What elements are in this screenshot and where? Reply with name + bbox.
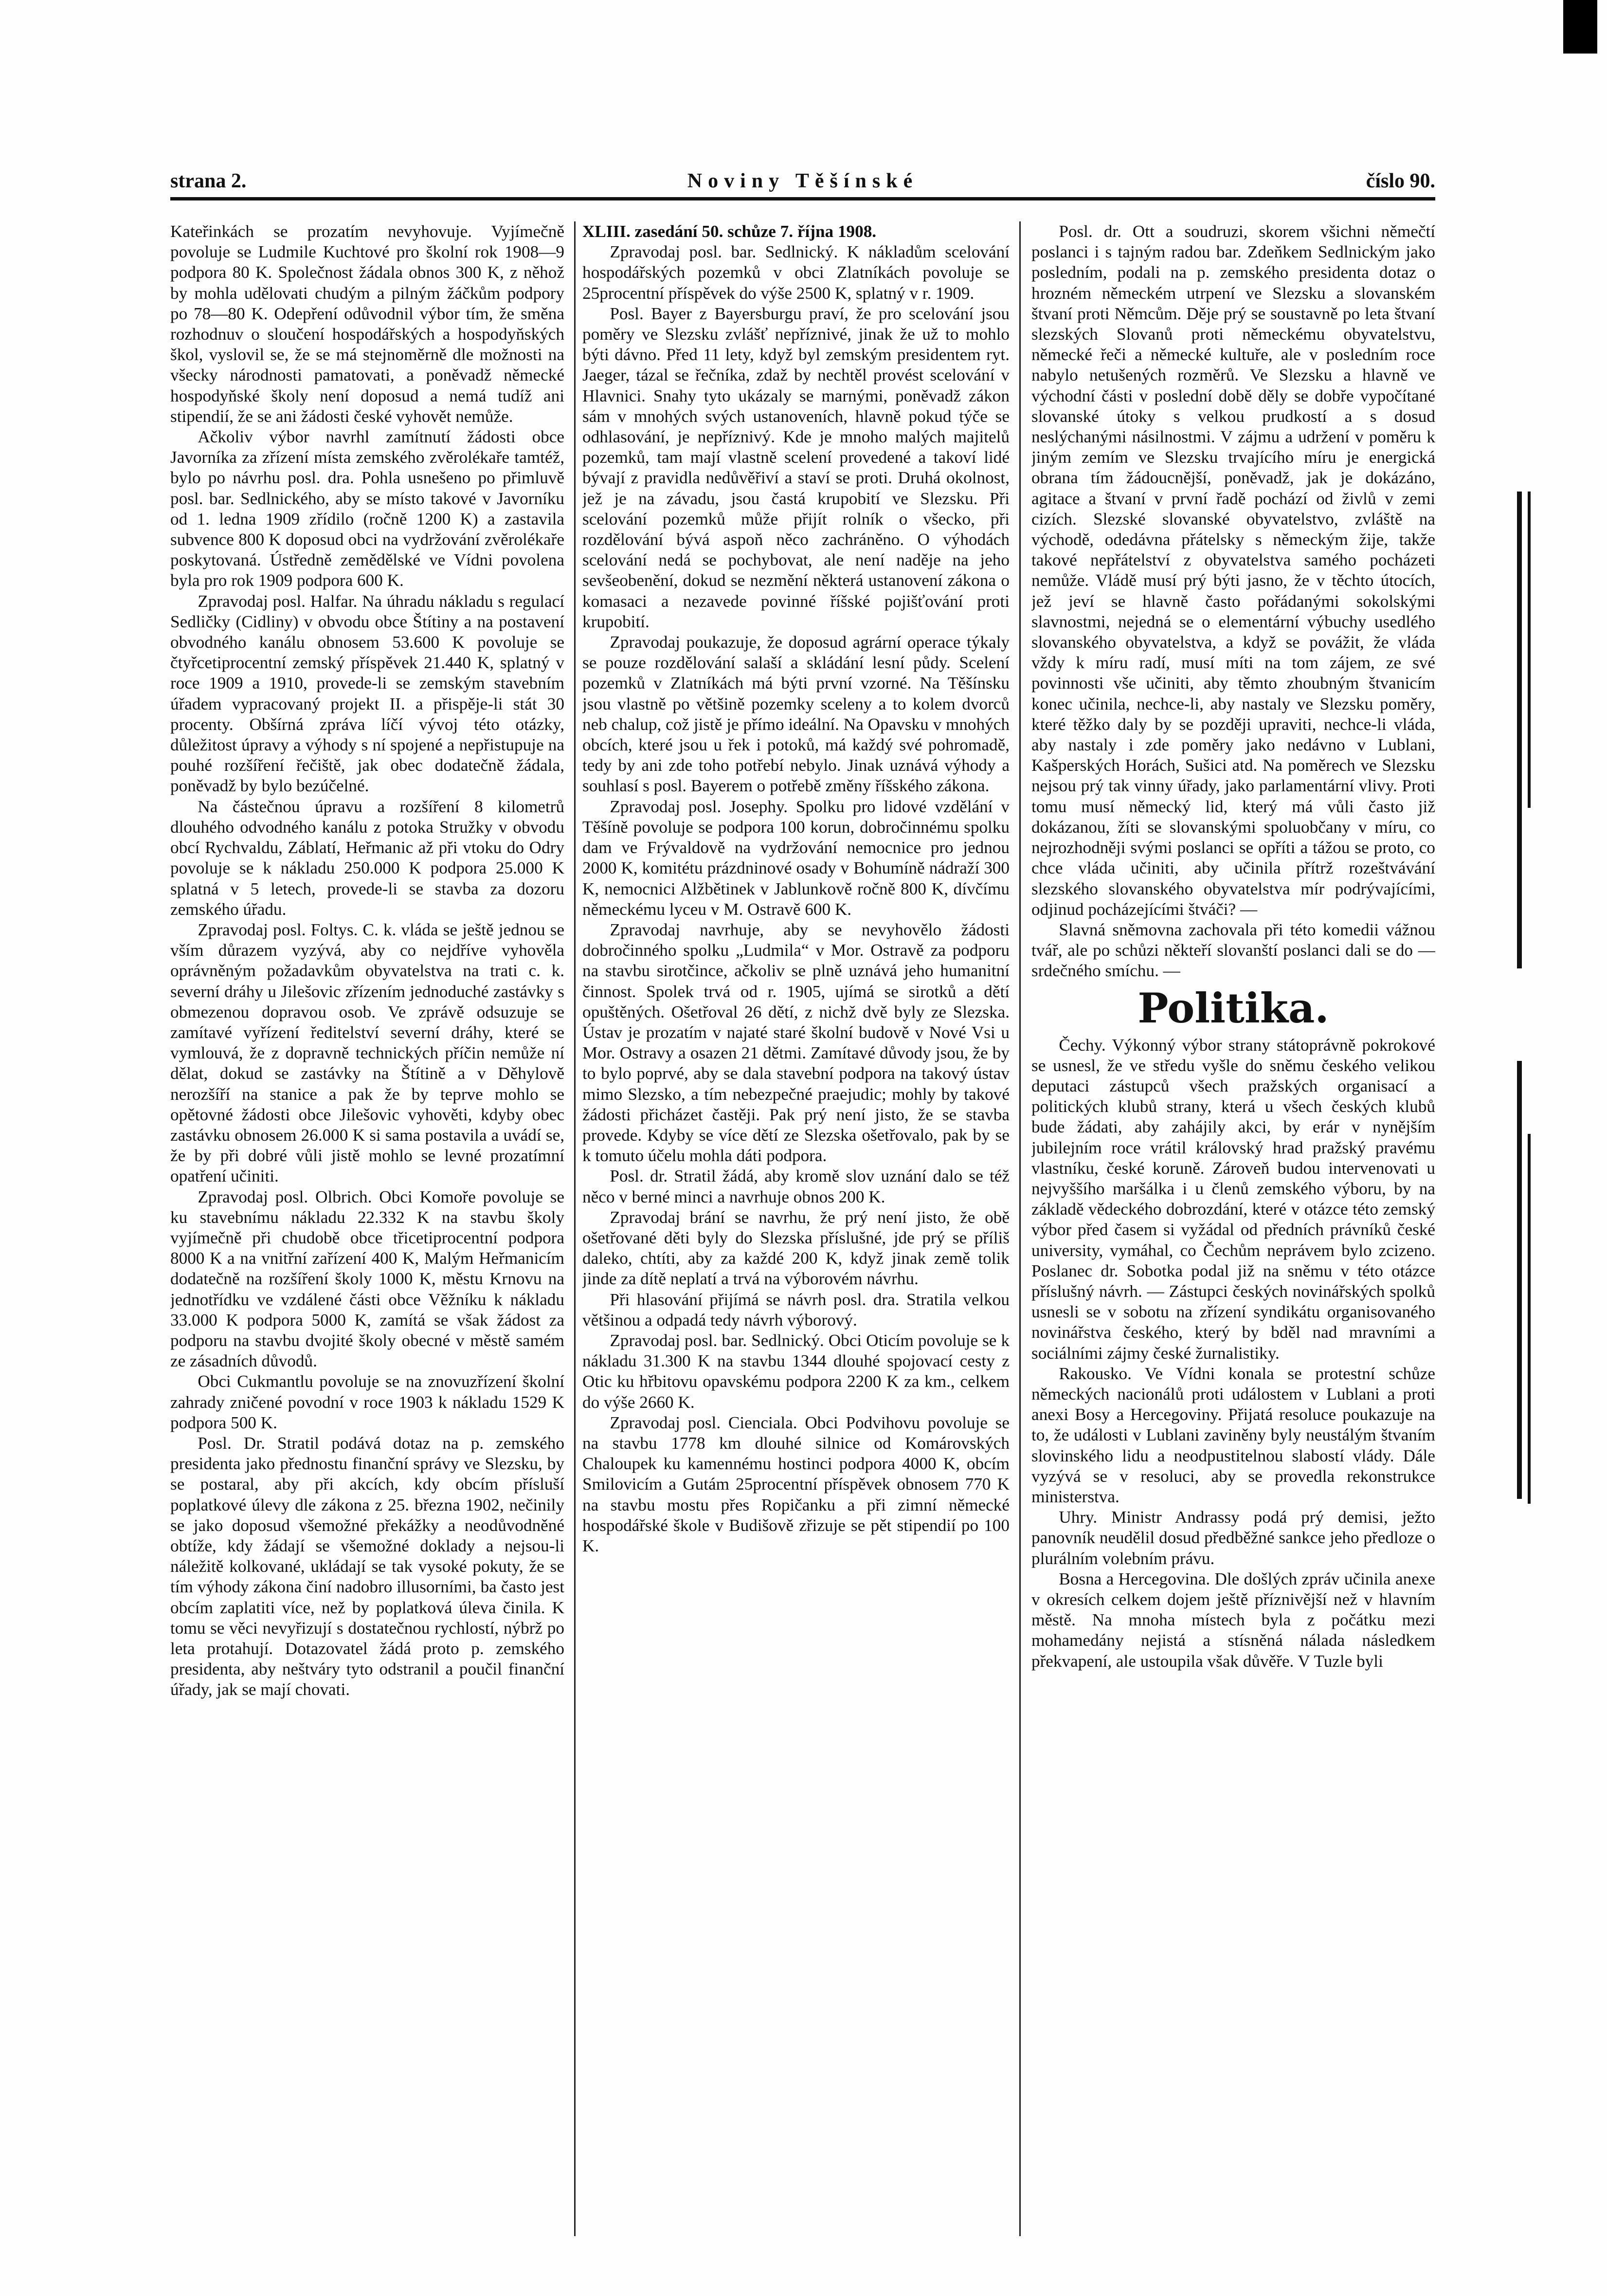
page-corner-mark: [1563, 0, 1597, 54]
paragraph: Posl. Bayer z Bayersburgu praví, že pro scelování jsou poměry ve Slezsku zvlášť nepříznivé, jinak že už to mohlo býti dávno. Před 11 lety, když byl zemským presidentem ryt. Jaeger, tázal se řečníka, zdaž by nechtěl provést scelování v Hlavnici. Snahy tyto ukázaly se marnými, poněvadž zákon sám v mnohých svých ustanoveních, hlavně pokud týče se odhlasování, je nepříznivý. Kde je mnoho malých majitelů pozemků, tam mají vlastně scelení provedené a takoví lidé bývají z pravidla nedůvěřiví a staví se proti. Druhá okolnost, jež je na závadu, jsou častá krupobití ve Slezsku. Při scelování pozemků může přijít rolník o všecko, při rozdělování bývá aspoň něco zachráněno. O výhodách scelování nedá se pochybovat, ale není naděje na jeho sevšeobenění, dokud se nezmění některá ustanovení zákona o komasaci a nezavede povinné říšské pojišťování proti krupobití.: [582, 304, 1010, 631]
paragraph: Na částečnou úpravu a rozšíření 8 kilometrů dlouhého odvodného kanálu z potoka Stružky v obvodu obcí Rychvaldu, Záblatí, Heřmanic až při vtoku do Odry povoluje se k nákladu 250.000 K podpora 25.000 K splatná v 5 letech, provede-li se stavba za dozoru zemského úřadu.: [170, 797, 564, 919]
paragraph: Zpravodaj posl. Cienciala. Obci Podvihovu povoluje se na stavbu 1778 km dlouhé silnice od Komárovských Chaloupek ku kamennému hostinci podpora 4000 K, obcím Smilovicím a Gutám 25procentní příspěvek obnosem 770 K na stavbu mostu přes Ropičanku a při zimní německé hospodářské škole v Budišově zřizuje se pět stipendií po 100 K.: [582, 1413, 1010, 1555]
paragraph: Zpravodaj navrhuje, aby se nevyhovělo žádosti dobročinného spolku „Ludmila“ v Mor. Ostravě za podporu na stavbu sirotčince, ačkoliv se plně uznává jeho humanitní činnost. Spolek trvá od r. 1905, ujímá se sirotků a dětí opuštěných. Ošetřoval 26 dětí, z nichž dvě byly ze Slezska. Ústav je prozatím v najaté staré školní budově v Nové Vsi u Mor. Ostravy a osazen 21 dětmi. Zamítavé důvody jsou, že by to bylo poprvé, aby se dala stavební podpora na takový ústav mimo Slezsko, a tím nebezpečné praejudic; mohly by takové žádosti přicházet častěji. Pak prý není jisto, že se stavba provede. Kdyby se více dětí ze Slezska ošetřovalo, pak by se k tomuto účelu mohla dáti podpora.: [582, 920, 1010, 1166]
paragraph: Posl. Dr. Stratil podává dotaz na p. zemského presidenta jako přednostu finanční správy ve Slezsku, by se postaral, aby při akcích, kdy obcím přísluší poplatkové úlevy dle zákona z 25. března 1902, nečinily se jako doposud všemožné překážky a neodůvodněné obtíže, kdy žádají se všemožné doklady a nejsou-li náležitě kolkované, ukládají se tak vysoké pokuty, že se tím výhody zákona činí nadobro illusorními, ba často jest obcím zaplatiti více, než by poplatková úleva činila. K tomu se věci nevyřizují s dostatečnou rychlostí, nýbrž po leta protahují. Dotazovatel žádá proto p. zemského presidenta, aby neštváry tyto odstranil a poučil finanční úřady, jak se mají chovati.: [170, 1433, 564, 1699]
paragraph: Zpravodaj posl. bar. Sedlnický. Obci Oticím povoluje se k nákladu 31.300 K na stavbu 1344 dlouhé spojovací cesty z Otic ku hřbitovu opavskému podpora 2200 K za km., celkem do výše 2660 K.: [582, 1330, 1010, 1412]
paragraph: Kateřinkách se prozatím nevyhovuje. Vyjímečně povoluje se Ludmile Kuchtové pro školní rok 1908—9 podpora 80 K. Společnost žádala obnos 300 K, z něhož by mohla udělovati chudým a pilným žáčkům podpory po 78—80 K. Odepření odůvodnil výbor tím, že směna rozhodnuv o sloučení hospodářských a hospodyňských škol, vyslovil se, že se má stejnoměrně dle možnosti na všecky národnosti pamatovati, a poněvadž německé hospodyňské školy není doposud a nemá tudíž ani stipendií, že se ani žádosti české vyhovět nemůže.: [170, 222, 564, 426]
paragraph: Zpravodaj posl. Foltys. C. k. vláda se ještě jednou se vším důrazem vyzývá, aby co nejdříve vyhověla oprávněným požadavkům obyvatelstva na trati c. k. severní dráhy u Jilešovic zřízením jednoduché zastávky s obmezenou dopravou osob. Ve zprávě odsuzuje se zamítavé vyřízení ředitelství severní dráhy, které se vymlouvá, že z dopravně technických příčin nemůže ní dělat, dokud se zastávky na Štítině a v Děhylově nerozšíří na stanice a pak že by teprve mohlo se opětovné žádosti obce Jilešovic vyhověti, kdyby obec zastávku obnosem 26.000 K si sama postavila a uvádí se, že by při dobré vůli jistě mohlo se levné prozatímní opatření učiniti.: [170, 920, 564, 1186]
column-divider: [1019, 221, 1021, 2236]
paragraph: Slavná sněmovna zachovala při této komedii vážnou tvář, ale po schůzi někteří slovanští poslanci dali se do — srdečného smíchu. —: [1031, 920, 1435, 981]
header-rule: [170, 197, 1435, 200]
session-heading: XLIII. zasedání 50. schůze 7. října 1908.: [582, 222, 877, 241]
column-divider: [574, 221, 576, 2236]
paragraph: Čechy. Výkonný výbor strany státoprávně pokrokové se usnesl, že ve středu vyšle do sněmu českého velikou deputaci zástupců všech pražských organisací a politických klubů strany, která u všech českých klubů bude žádati, aby zahájily akci, by erár v nynějším jubilejním roce vrátil královský hrad pražský pravému vlastníku, české koruně. Zároveň budou intervenovati u nejvyššího maršálka i u členů zemského výboru, by na základě vědeckého dobrozdání, které v otázce této zemský výbor před časem si vyžádal od předních právníků české university, vymáhal, co Čechům neprávem bylo zcizeno. Poslanec dr. Sobotka podal již na sněmu v této otázce příslušný návrh. — Zástupci českých novinářských spolků usnesli se v sobotu na zřízení syndikátu organisovaného novinářstva českého, který by bděl nad mravními a sociálními zájmy české žurnalistiky.: [1031, 1035, 1435, 1363]
paragraph: Zpravodaj poukazuje, že doposud agrární operace týkaly se pouze rozdělování salaší a skládání lesní půdy. Scelení pozemků v Zlatníkách má býti první vzorné. Na Těšínsku jsou vlastně po většině pozemky sceleny a to kolem dvorců neb chalup, což jistě je přímo ideální. Na Opavsku v mnohých obcích, které jsou u řek i potoků, má každý své pohromadě, tedy by ani zde toho potřebí nebylo. Jinak uznává výhody a souhlasí s posl. Bayerem o potřebě změny říšského zákona.: [582, 633, 1010, 796]
margin-mark: [1528, 492, 1531, 808]
column-3: [1031, 221, 1435, 2236]
issue-number: číslo 90.: [1366, 170, 1435, 192]
page-header: [170, 169, 1435, 194]
margin-mark: [1517, 492, 1522, 968]
paragraph: Zpravodaj posl. Halfar. Na úhradu nákladu s regulací Sedličky (Cidliny) v obvodu obce Štítiny a na postavení obvodného kanálu obnosem 53.600 K povoluje se čtyřcetiprocentní zemský příspěvek 21.440 K, splatný v roce 1909 a 1910, provede-li se zemským stavebním úřadem vypracovaný projekt II. a přispěje-li stát 30 procenty. Obšírná zpráva líčí vývoj této otázky, důležitost úpravy a výhody s ní spojené a nepřistupuje na pouhé rozšíření řečiště, jak obec dodatečně žádala, poněvadž by bylo bezúčelné.: [170, 591, 564, 796]
paragraph: Posl. dr. Stratil žádá, aby kromě slov uznání dalo se též něco v berné minci a navrhuje obnos 200 K.: [582, 1166, 1010, 1206]
paragraph: Při hlasování přijímá se návrh posl. dra. Stratila velkou většinou a odpadá tedy návrh výborový.: [582, 1290, 1010, 1330]
paragraph: Zpravodaj posl. Josephy. Spolku pro lidové vzdělání v Těšíně povoluje se podpora 100 korun, dobročinnému spolku dam ve Frývaldově na vydržování nemocnice pro jednou 2000 K, komitétu prázdninové osady v Bohumíně nádraží 300 K, nemocnici Alžbětinek v Jablunkově ročně 800 K, dívčímu německému lyceu v M. Ostravě 600 K.: [582, 797, 1010, 919]
section-heading-politika: Politika.: [1138, 984, 1329, 1032]
column-1: [170, 221, 564, 2236]
paragraph: Zpravodaj brání se navrhu, že prý není jisto, že obě ošetřované děti byly do Slezska příslušné, jde prý se příliš daleko, chtíti, aby za každé 200 K, když jinak země tolik jinde za dítě neplatí a trvá na výborovém návrhu.: [582, 1207, 1010, 1289]
newspaper-title: Noviny Těšínské: [687, 170, 919, 192]
paragraph: Obci Cukmantlu povoluje se na znovuzřízení školní zahrady zničené povodní v roce 1903 k nákladu 1529 K podpora 500 K.: [170, 1372, 564, 1432]
paragraph: Zpravodaj posl. bar. Sedlnický. K nákladům scelování hospodářských pozemků v obci Zlatníkách povoluje se 25procentní příspěvek do výše 2500 K, splatný v r. 1909.: [582, 242, 1010, 303]
column-2: [582, 221, 1010, 2236]
paragraph: Bosna a Hercegovina. Dle došlých zpráv učinila anexe v okresích celkem dojem ještě příznivější než v hlavním městě. Na mnoha místech byla z počátku mezi mohamedány nejistá a stísněná nálada následkem překvapení, ale ustoupila však důvěře. V Tuzle byli: [1031, 1569, 1435, 1671]
paragraph: Uhry. Ministr Andrassy podá prý demisi, ježto panovník neudělil dosud předběžné sankce jeho předloze o plurálním volebním právu.: [1031, 1508, 1435, 1568]
paragraph: Ačkoliv výbor navrhl zamítnutí žádosti obce Javorníka za zřízení místa zemského zvěrolékaře tamtéž, bylo po návrhu posl. dra. Pohla usnešeno po přimluvě posl. bar. Sedlnického, aby se místo takové v Javorníku od 1. ledna 1909 zřídilo (ročně 1200 K) a zastavila subvence 800 K doposud obci na vydržování zvěrolékaře poskytovaná. Ústředně zemědělské ve Vídni povolena byla pro rok 1909 podpora 600 K.: [170, 427, 564, 590]
margin-mark: [1517, 1061, 1522, 1499]
paragraph: Posl. dr. Ott a soudruzi, skorem všichni němečtí poslanci i s tajným radou bar. Zdeňkem Sedlnickým jako posledním, podali na p. zemského presidenta dotaz o hrozném německém utrpení ve Slezsku a slovanském štvaní proti Němcům. Děje prý se soustavně po leta štvaní slezských Slovanů proti německému obyvatelstvu, německé řeči a německé kultuře, ale v posledním roce nabylo netušených rozměrů. Ve Slezsku a hlavně ve východní části v poslední době děly se dobře vypočítané slovanské útoky s velkou prudkostí a s dosud neslýchanými násilnostmi. V zájmu a udržení v poměru k jiným zemím ve Slezsku trvajícího míru je energická obrana tím žádoucnější, poněvadž, jak je dokázáno, agitace a štvaní v první řadě pochází od živlů v zemi cizích. Slezské slovanské obyvatelstvo, zvláště na východě, odedávna přátelsky s německým žije, takže takové nepřátelství z obyvatelstva samého pocházeti nemůže. Vládě musí prý býti jasno, že v těchto útocích, jež jeví se hlavně často pořádanými sokolskými slavnostmi, nejedná se o elementární výbuchy usedlého slovanského obyvatelstva, a když se povážit, že vláda vždy k míru radí, musí míti na tom zájem, ze své povinnosti vše učiniti, aby těmto zhoubným štvanicím konec učinila, nechce-li, aby nastaly ve Slezsku poměry, které těžko daly by se později upraviti, nechce-li vláda, aby nastaly i zde poměry jako nedávno v Lublani, Kašperských Horách, Sušici atd. Na poměrech ve Slezsku nejsou prý tak vinny úřady, jako parlamentární vlivy. Proti tomu musí německý lid, který má vůli často již dokázanou, žíti se slovanskými spoluobčany v míru, co nejrozhodněji svými poslanci se opříti a tážou se proto, co chce vláda učiniti, aby učinila přítrž rozeštvávání slezského slovanského obyvatelstva mír podrývajícími, odjinud pocházejícími štváči? —: [1031, 222, 1435, 919]
page-number: strana 2.: [170, 170, 247, 192]
paragraph: Rakousko. Ve Vídni konala se protestní schůze německých nacionálů proti událostem v Lublani a proti anexi Bosy a Hercegoviny. Přijatá resoluce poukazuje na to, že události v Lublani zaviněny byly neustálým štvaním slovinského lidu a neodpustitelnou slabostí vlády. Dále vyzývá se v resoluci, aby se provedla rekonstrukce ministerstva.: [1031, 1364, 1435, 1506]
paragraph: Zpravodaj posl. Olbrich. Obci Komoře povoluje se ku stavebnímu nákladu 22.332 K na stavbu školy vyjímečně při chudobě obce třicetiprocentní podpora 8000 K a na vnitřní zařízení 400 K, Malým Heřmanicím dodatečně na rozšíření školy 1000 K, městu Krnovu na jednotřídku ve vzdálené části obce Věžníku k nákladu 33.000 K podpora 5000 K, zamítá se však žádost za podporu na stavbu dvojité školy obecné v městě samém ze zásadních důvodů.: [170, 1187, 564, 1371]
margin-mark: [1528, 1134, 1531, 1504]
